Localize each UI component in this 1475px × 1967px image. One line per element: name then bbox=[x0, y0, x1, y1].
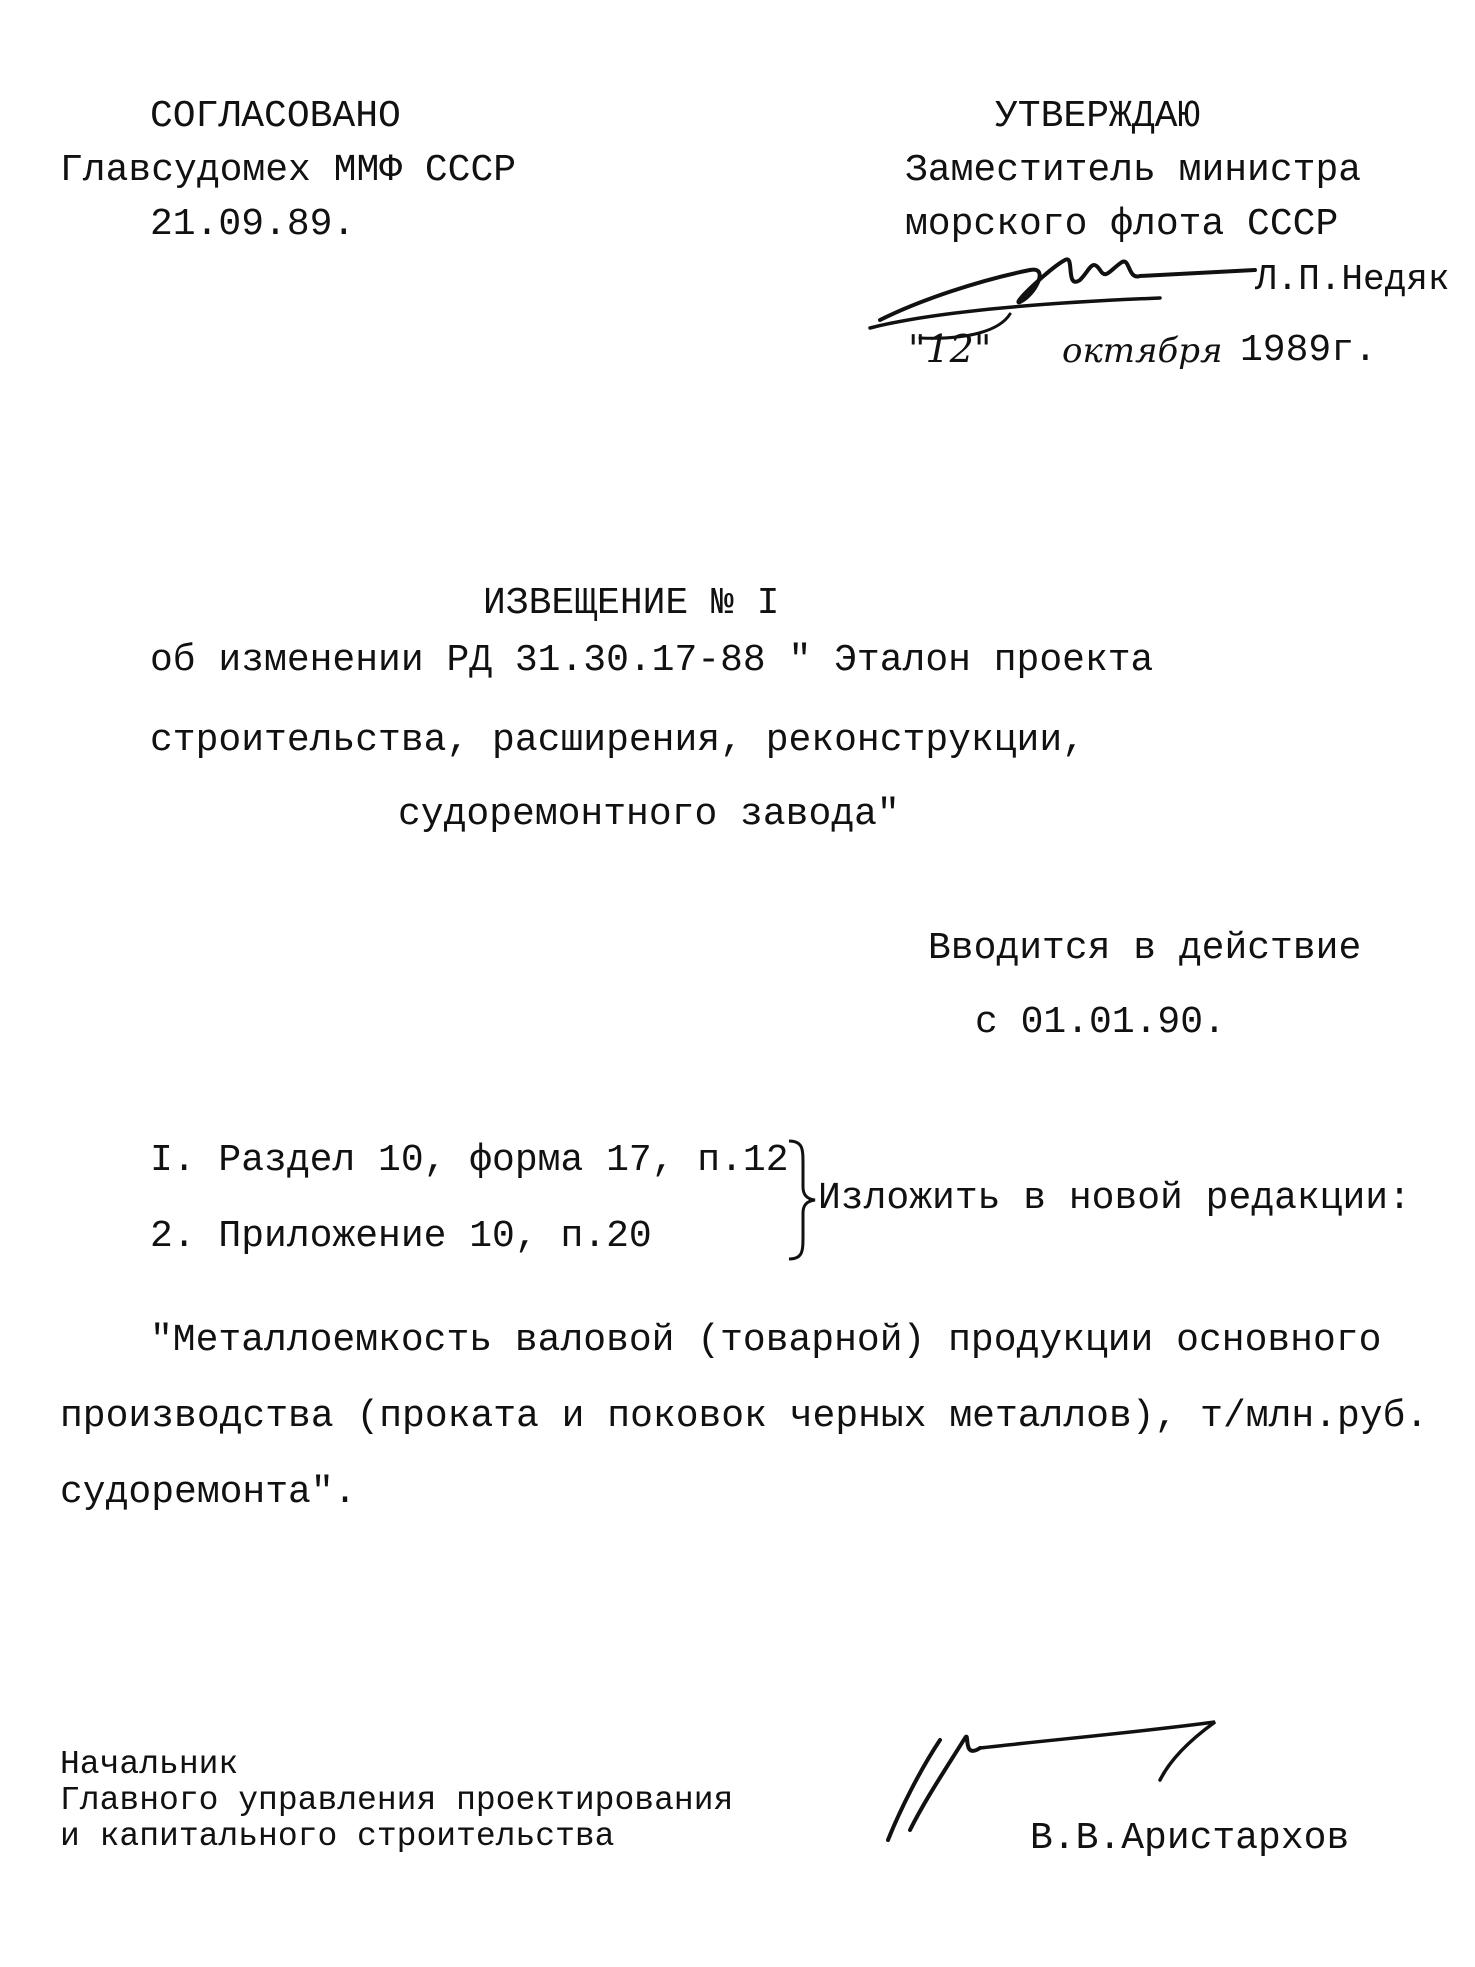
approved-position-line1: Заместитель министра bbox=[905, 149, 1362, 192]
approved-date-day: "12" bbox=[908, 327, 992, 371]
agreed-heading: СОГЛАСОВАНО bbox=[150, 95, 401, 138]
head-signature bbox=[870, 1700, 1290, 1860]
minister-signature bbox=[860, 240, 1280, 350]
change-instruction: Изложить в новой редакции: bbox=[818, 1177, 1411, 1220]
agreed-date: 21.09.89. bbox=[150, 203, 356, 246]
notice-subject-line3: судоремонтного завода" bbox=[398, 793, 900, 836]
new-text-line1: "Металлоемкость валовой (товарной) продукции основного bbox=[150, 1319, 1382, 1362]
effective-line2: с 01.01.90. bbox=[975, 1001, 1226, 1044]
footer-name: В.В.Аристархов bbox=[1030, 1817, 1350, 1860]
new-text-line3: судоремонта". bbox=[60, 1471, 357, 1514]
approved-name: Л.П.Недяк bbox=[1255, 259, 1450, 300]
footer-position-line2: Главного управления проектирования bbox=[60, 1782, 734, 1819]
approved-date-month: октября bbox=[1062, 331, 1223, 371]
change-item-2: 2. Приложение 10, п.20 bbox=[150, 1215, 652, 1258]
new-text-line2: производства (проката и поковок черных металлов), т/млн.руб. bbox=[60, 1395, 1429, 1438]
agreed-org: Главсудомех ММФ СССР bbox=[60, 149, 517, 192]
right-brace bbox=[783, 1135, 823, 1265]
notice-subject-line1: об изменении РД 31.30.17-88 " Эталон проекта bbox=[150, 639, 1154, 682]
change-item-1: I. Раздел 10, форма 17, п.12 bbox=[150, 1139, 789, 1182]
approved-heading: УТВЕРЖДАЮ bbox=[995, 95, 1201, 138]
approved-date-year: 1989г. bbox=[1240, 329, 1377, 372]
footer-position-line1: Начальник bbox=[60, 1746, 239, 1783]
footer-position-line3: и капитального строительства bbox=[60, 1818, 615, 1855]
notice-title: ИЗВЕЩЕНИЕ № I bbox=[483, 582, 780, 625]
effective-line1: Вводится в действие bbox=[928, 927, 1362, 970]
notice-subject-line2: строительства, расширения, реконструкции, bbox=[150, 719, 1085, 762]
approved-position-line2: морского флота СССР bbox=[905, 203, 1339, 246]
